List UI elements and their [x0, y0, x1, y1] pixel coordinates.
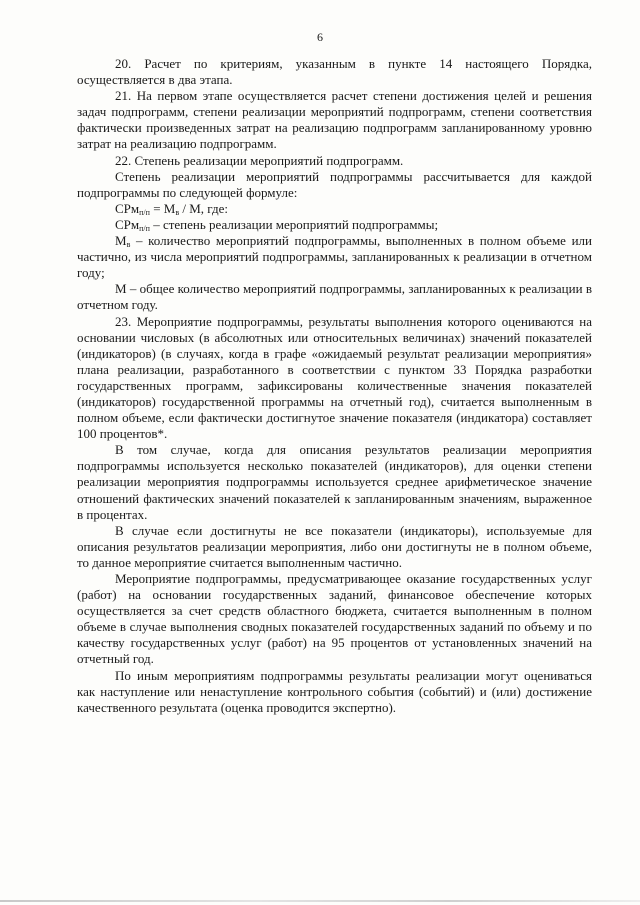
- formula-mv-sub: в: [175, 207, 180, 217]
- def1-lhs: СРм: [115, 216, 140, 232]
- paragraph-22: 22. Степень реализации мероприятий подпрограмм.: [115, 152, 404, 168]
- definition-mv: [77, 233, 592, 281]
- def2-lhs: М: [115, 233, 127, 249]
- formula-lhs-sub: п/п: [139, 207, 150, 217]
- paragraph-partial: В случае если достигнуты не все показатели (индикаторы), используемые для описания результатов реализации мероприятия, либо они достигнуты не в полном объеме, то данное мероприятие считается выполненным частично.: [77, 522, 592, 570]
- paragraph-formula-intro: Степень реализации мероприятий подпрограммы рассчитывается для каждой подпрограммы по следующей формуле:: [77, 168, 592, 200]
- definition-srm: [77, 217, 592, 233]
- paragraph-other-measures: По иным мероприятиям подпрограммы результаты реализации могут оцениваться как наступление или ненаступление контрольного события (событий) и (или) достижение качественного результата (оценка проводится экспертно).: [77, 667, 592, 715]
- paragraph-multiple-indicators: В том случае, когда для описания результатов реализации мероприятия подпрограммы используется несколько показателей (индикаторов), для оценки степени реализации мероприятия подпрограммы используется среднее арифметическое значение отношений фактических значений показателей к запланированным значениям, выраженное в процентах.: [77, 442, 592, 522]
- def1-text: – степень реализации мероприятий подпрограммы;: [149, 216, 439, 232]
- document-body: [77, 56, 592, 716]
- definition-m: М – общее количество мероприятий подпрограммы, запланированных к реализации в отчетном году.: [77, 281, 592, 313]
- paragraph-21: 21. На первом этапе осуществляется расчет степени достижения целей и решения задач подпрограмм, степени реализации мероприятий подпрограмм, степени соответствия фактически произведенных затрат на реализацию подпрограмм запланированному уровню затрат на реализацию подпрограмм.: [77, 88, 592, 152]
- paragraph-20: 20. Расчет по критериям, указанным в пункте 14 настоящего Порядка, осуществляется в два этапа.: [77, 56, 592, 88]
- formula-rest: / М, где:: [179, 200, 228, 216]
- def2-text: – количество мероприятий подпрограммы, выполненных в полном объеме или частично, из числа мероприятий подпрограммы, запланированных к реализации в отчетном году;: [77, 233, 592, 281]
- scan-edge-line: [0, 900, 640, 902]
- def1-lhs-sub: п/п: [139, 223, 150, 233]
- def2-lhs-sub: в: [126, 240, 131, 250]
- paragraph-state-services: Мероприятие подпрограммы, предусматривающее оказание государственных услуг (работ) на основании государственных заданий, финансовое обеспечение которых осуществляется за счет средств областного бюджета, считается выполненным в полном объеме в случае выполнения сводных показателей государственных заданий по объему и по качеству государственных услуг (работ) на 95 процентов от установленных значений на отчетный год.: [77, 571, 592, 667]
- formula-eq: = М: [149, 200, 176, 216]
- paragraph-23: 23. Мероприятие подпрограммы, результаты выполнения которого оцениваются на основании числовых (в абсолютных или относительных величинах) значений показателей (индикаторов) (в случаях, когда в графе «ожидаемый результат реализации мероприятия» плана реализации, разработанного в соответствии с пунктом 33 Порядка разработки государственных программ, зафиксированы количественные значения показателей (индикаторов) государственной программы на отчетный год), считается выполненным в полном объеме, если фактически достигнутое значение показателя (индикатора) составляет 100 процентов*.: [77, 313, 592, 442]
- page-number: 6: [317, 30, 323, 44]
- formula-line: [77, 201, 592, 217]
- formula-lhs: СРм: [115, 200, 140, 216]
